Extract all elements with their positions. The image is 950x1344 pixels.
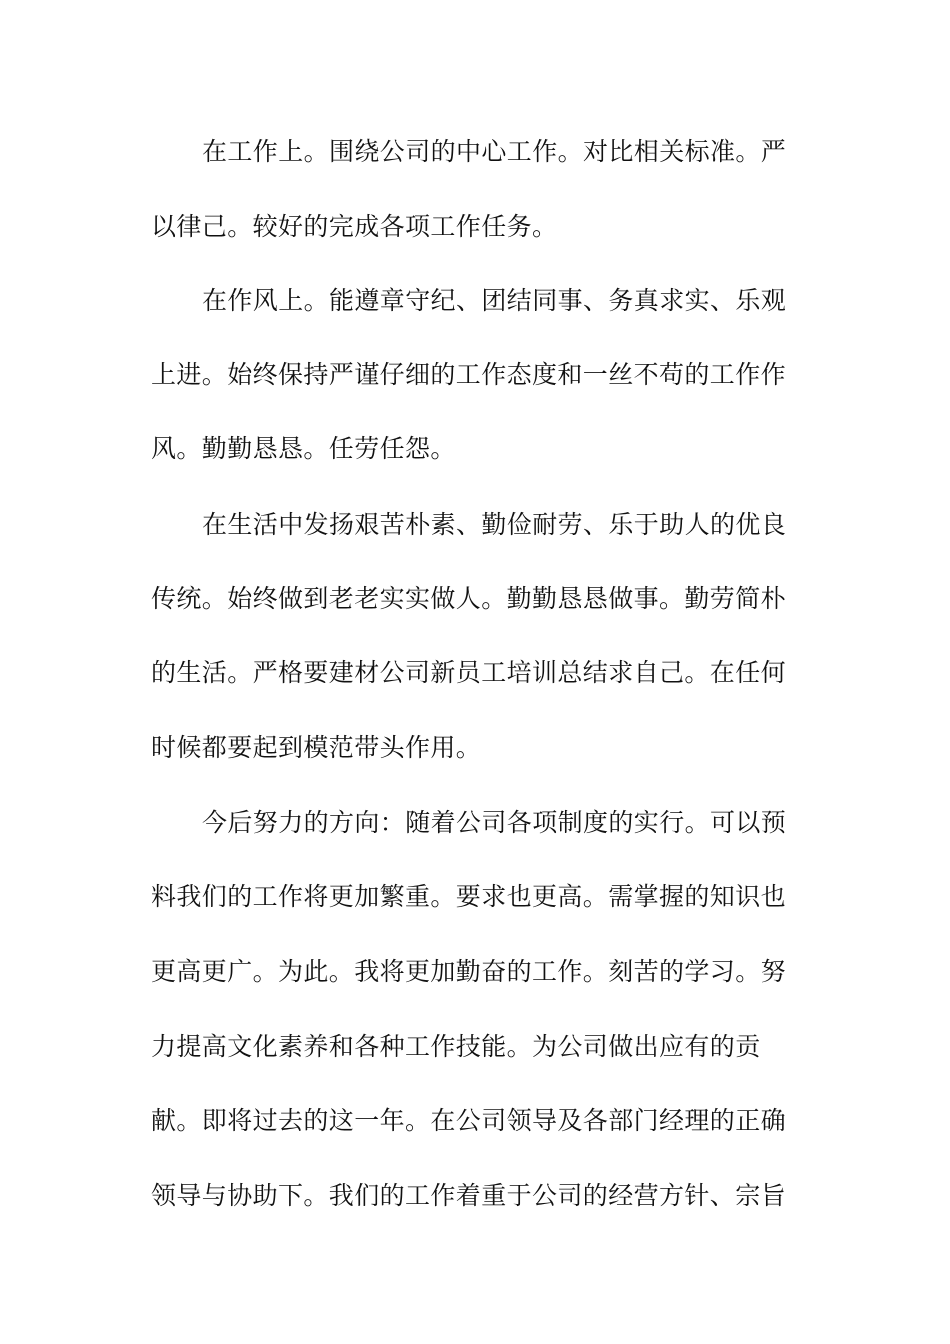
paragraph-4-line-5: 献。即将过去的这一年。在公司领导及各部门经理的正确	[151, 1106, 787, 1135]
paragraph-4-line-2: 料我们的工作将更加繁重。要求也更高。需掌握的知识也	[151, 882, 787, 911]
paragraph-3-line-1: 在生活中发扬艰苦朴素、勤俭耐劳、乐于助人的优良	[202, 510, 787, 539]
paragraph-4-line-4: 力提高文化素养和各种工作技能。为公司做出应有的贡	[151, 1032, 761, 1061]
paragraph-3-line-4: 时候都要起到模范带头作用。	[151, 733, 482, 762]
paragraph-4-line-1: 今后努力的方向：随着公司各项制度的实行。可以预	[202, 808, 787, 837]
paragraph-4-line-3: 更高更广。为此。我将更加勤奋的工作。刻苦的学习。努	[151, 957, 787, 986]
paragraph-2-line-2: 上进。始终保持严谨仔细的工作态度和一丝不苟的工作作	[151, 360, 787, 389]
paragraph-2-line-3: 风。勤勤恳恳。任劳任怨。	[151, 434, 456, 463]
paragraph-3-line-3: 的生活。严格要建材公司新员工培训总结求自己。在任何	[151, 658, 787, 687]
paragraph-1-line-2: 以律己。较好的完成各项工作任务。	[151, 212, 558, 241]
paragraph-4-line-6: 领导与协助下。我们的工作着重于公司的经营方针、宗旨	[151, 1181, 787, 1210]
paragraph-2-line-1: 在作风上。能遵章守纪、团结同事、务真求实、乐观	[202, 286, 787, 315]
paragraph-3-line-2: 传统。始终做到老老实实做人。勤勤恳恳做事。勤劳简朴	[151, 584, 787, 613]
paragraph-1-line-1: 在工作上。围绕公司的中心工作。对比相关标准。严	[202, 137, 787, 166]
